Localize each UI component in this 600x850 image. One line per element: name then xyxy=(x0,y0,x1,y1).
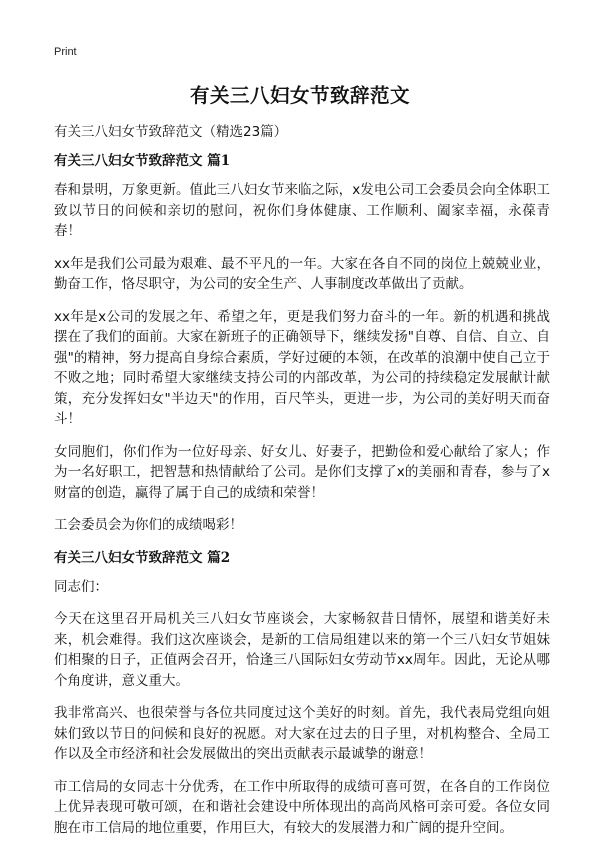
document-body xyxy=(54,152,550,850)
paragraph: 工会委员会为你们的成绩喝彩！ xyxy=(54,517,243,533)
paragraph: 女同胞们，你们作为一位好母亲、好女儿、好妻子，把勤俭和爱心献给了家人；作为一名好职工，把智慧和热情献给了公司。是你们支撑了x的美丽和青春，参与了x财富的创造，赢得了属于自己的成绩和荣誉！ xyxy=(54,443,550,501)
paragraph: 春和景明，万象更新。值此三八妇女节来临之际，x发电公司工会委员会向全体职工致以节日的问候和亲切的慰问，祝你们身体健康、工作顺利、阖家幸福，永葆青春！ xyxy=(54,182,550,239)
paragraph: 同志们： xyxy=(54,578,108,595)
paragraph: xx年是x公司的发展之年、希望之年，更是我们努力奋斗的一年。新的机遇和挑战摆在了我们的面前。大家在新班子的正确领导下，继续发扬"自尊、自信、自立、自强"的精神，努力提高自身综合素质，学好过硬的本领，在改革的浪潮中使自己立于不败之地；同时希望大家继续支持公司的内部改革，为公司的持续稳定发展献计献策，充分发挥妇女"半边天"的作用，百尺竿头，更进一步，为公司的美好明天而奋斗！ xyxy=(54,308,550,427)
document-subtitle: 有关三八妇女节致辞范文（精选23篇） xyxy=(54,124,288,140)
paragraph: 今天在这里召开局机关三八妇女节座谈会，大家畅叙昔日情怀，展望和谐美好未来，机会难得。我们这次座谈会，是新的工信局组建以来的第一个三八妇女节姐妹们相聚的日子，正值两会召开，恰逢三八国际妇女劳动节xx周年。因此，无论从哪个角度讲，意义重大。 xyxy=(54,611,550,689)
section-heading: 有关三八妇女节致辞范文 篇2 xyxy=(54,549,231,566)
section-heading: 有关三八妇女节致辞范文 篇1 xyxy=(54,153,231,169)
paragraph: 市工信局的女同志十分优秀，在工作中所取得的成绩可喜可贺，在各自的工作岗位上优异表现可敬可颂，在和谐社会建设中所体现出的高尚风格可亲可爱。各位女同胞在市工信局的地位重要，作用巨大，有较大的发展潜力和广阔的提升空间。 xyxy=(54,778,550,836)
print-label: Print xyxy=(54,46,77,58)
document-title: 有关三八妇女节致辞范文 xyxy=(189,84,410,107)
paragraph: 我非常高兴、也很荣誉与各位共同度过这个美好的时刻。首先，我代表局党组向姐妹们致以节日的问候和良好的祝愿。对大家在过去的日子里，对机构整合、全局工作以及全市经济和社会发展做出的突出贡献表示最诚挚的谢意！ xyxy=(54,705,550,762)
section-1 xyxy=(54,152,550,536)
section-2 xyxy=(54,549,550,839)
paragraph: xx年是我们公司最为艰难、最不平凡的一年。大家在各自不同的岗位上兢兢业业，勤奋工作，恪尽职守，为公司的安全生产、人事制度改革做出了贡献。 xyxy=(54,255,550,292)
